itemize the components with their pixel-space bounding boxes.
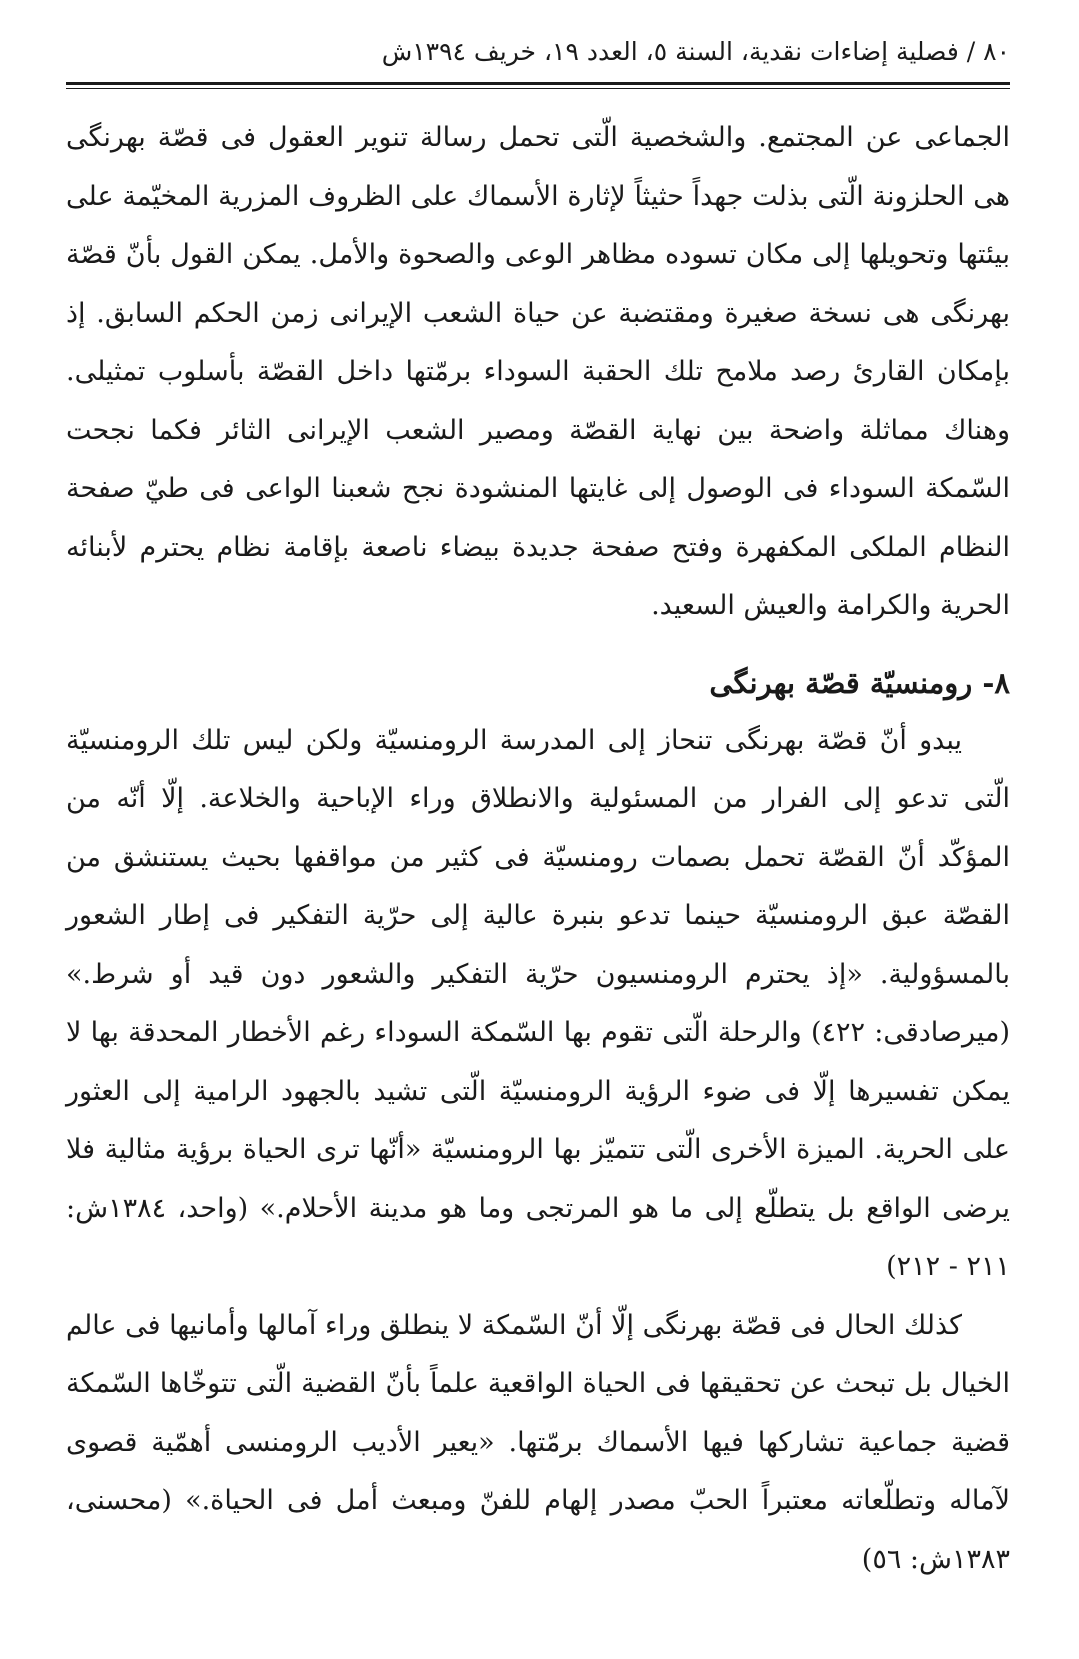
intro-paragraph: الجماعى عن المجتمع. والشخصية الّتى تحمل رسالة تنوير العقول فى قصّة بهرنگى هى الحلزونة الّتى بذلت جهداً حثيثاً لإثارة الأسماك على الظروف المزرية المخيّمة على بيئتها وتحويلها إلى مكان تسوده مظاهر الوعى والصحوة والأمل. يمكن القول بأنّ قصّة بهرنگى هى نسخة صغيرة ومقتضبة عن حياة الشعب الإيرانى زمن الحكم السابق. إذ بإمكان القارئ رصد ملامح تلك الحقبة السوداء برمّتها داخل القصّة بأسلوب تمثيلى. وهناك مماثلة واضحة بين نهاية القصّة ومصير الشعب الإيرانى الثائر فكما نجحت السّمكة السوداء فى الوصول إلى غايتها المنشودة نجح شعبنا الواعى فى طيّ صفحة النظام الملكى المكفهرة وفتح صفحة جديدة بيضاء ناصعة بإقامة نظام يحترم لأبنائه الحرية والكرامة والعيش السعيد.: [66, 122, 1010, 621]
running-header: ٨٠ / فصلية إضاءات نقدية، السنة ٥، العدد ١٩، خريف ١٣٩٤ش: [381, 37, 1010, 66]
section-heading: ٨- رومنسيّة قصّة بهرنگى: [709, 665, 1010, 700]
document-page: [66, 30, 1010, 1630]
header-double-rule: [66, 82, 1010, 89]
body-paragraph-2: كذلك الحال فى قصّة بهرنگى إلّا أنّ السّمكة لا ينطلق وراء آمالها وأمانيها فى عالم الخيال بل تبحث عن تحقيقها فى الحياة الواقعية علماً بأنّ القضية الّتى تتوخّاها السّمكة قضية جماعية تشاركها فيها الأسماك برمّتها. «يعير الأديب الرومنسى أهمّية قصوى لآماله وتطلّعاته معتبراً الحبّ مصدر إلهام للفنّ ومبعث أمل فى الحياة.» (محسنى، ١٣٨٣ش: ٥٦): [66, 1309, 1010, 1575]
body-paragraph-1: يبدو أنّ قصّة بهرنگى تنحاز إلى المدرسة الرومنسيّة ولكن ليس تلك الرومنسيّة الّتى تدعو إلى الفرار من المسئولية والانطلاق وراء الإباحية والخلاعة. إلّا أنّه من المؤكّد أنّ القصّة تحمل بصمات رومنسيّة فى كثير من مواقفها بحيث يستنشق من القصّة عبق الرومنسيّة حينما تدعو بنبرة عالية إلى حرّية التفكير فى إطار الشعور بالمسؤولية. «إذ يحترم الرومنسيون حرّية التفكير والشعور دون قيد أو شرط.» (ميرصادقى: ٤٢٢) والرحلة الّتى تقوم بها السّمكة السوداء رغم الأخطار المحدقة بها لا يمكن تفسيرها إلّا فى ضوء الرؤية الرومنسيّة الّتى تشيد بالجهود الرامية إلى العثور على الحرية. الميزة الأخرى الّتى تتميّز بها الرومنسيّة «أنّها ترى الحياة برؤية مثالية فلا يرضى الواقع بل يتطلّع إلى ما هو المرتجى وما هو مدينة الأحلام.» (واحد، ١٣٨٤ش: ٢١١ - ٢١٢): [66, 724, 1010, 1282]
